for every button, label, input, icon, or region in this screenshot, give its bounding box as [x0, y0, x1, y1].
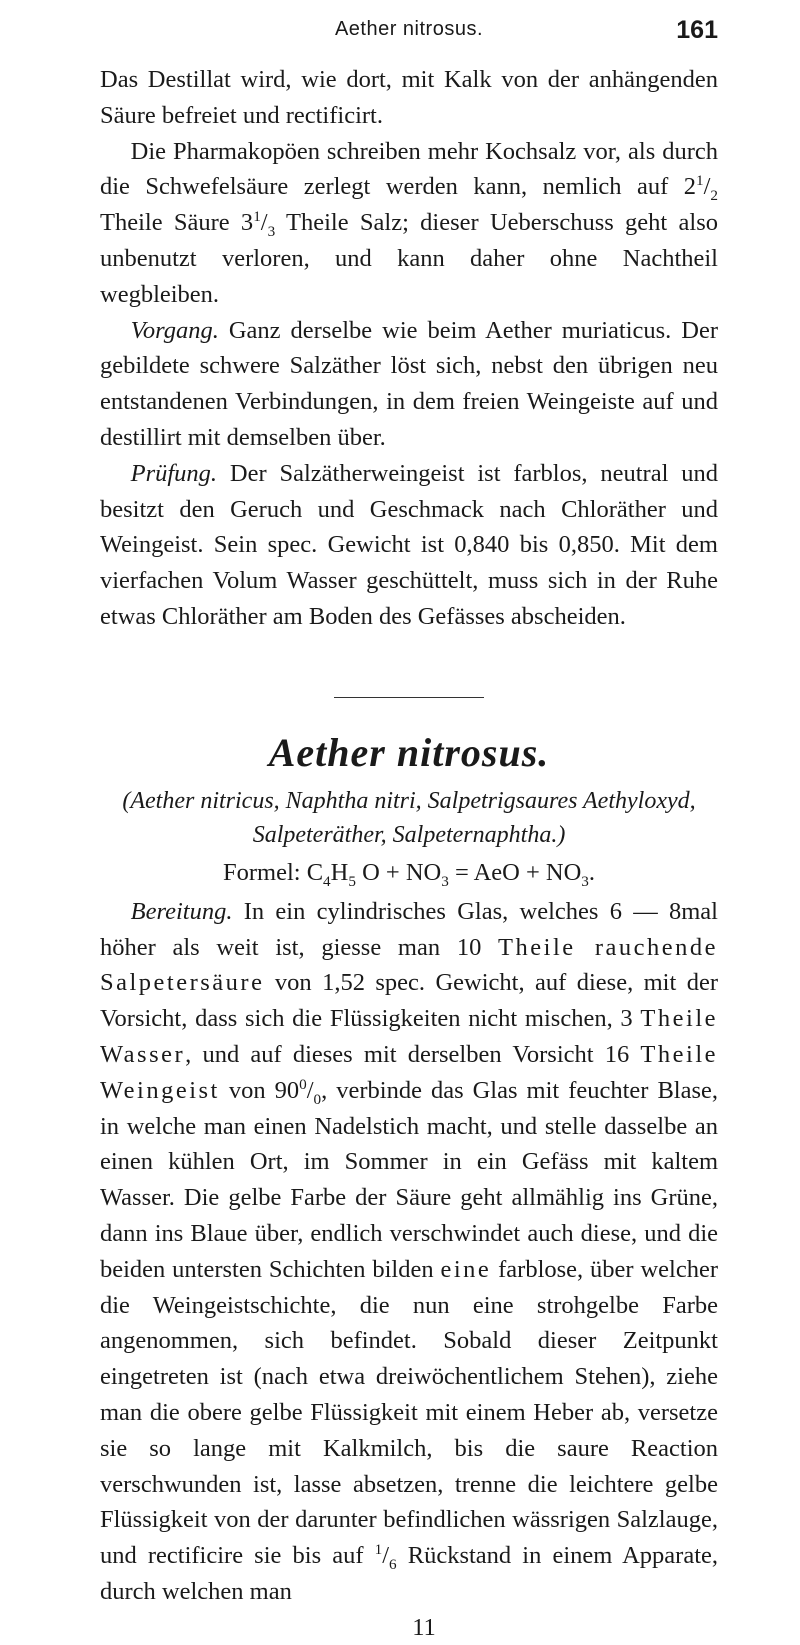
text-run: Theile Salz; dieser Ueberschuss geht also unbenutzt verloren, und kann daher ohne Nachtheil wegbleiben.: [100, 209, 718, 308]
fraction-denominator: 6: [389, 1555, 397, 1573]
section-synonyms: (Aether nitricus, Naphtha nitri, Salpetrigsaures Aethyloxyd, Salpeteräther, Salpeternaphtha.): [122, 787, 696, 848]
percent-sub: 0: [313, 1090, 322, 1108]
running-title: Aether nitrosus.: [334, 18, 484, 40]
paragraph-label: Bereitung.: [130, 897, 233, 925]
fraction-numerator: 1: [374, 1540, 383, 1558]
paragraph: [100, 313, 718, 456]
percent-sup: 0: [299, 1075, 307, 1093]
formula-operator: +: [385, 858, 400, 886]
chemical-formula: [100, 854, 718, 892]
page-number: 161: [676, 16, 718, 44]
paragraph: [100, 62, 718, 134]
paragraph-text: Ganz derselbe wie beim Aether muriaticus. Der gebildete schwere Salzäther löst sich, nebst den übrigen neu entstandenen Verbindungen, in dem freien Weingeiste auf und destillirt mit demselben über.: [100, 316, 718, 451]
fraction-numerator: 1: [696, 172, 704, 190]
text-run: Rückstand in einem Apparate, durch welchen man: [100, 1542, 718, 1605]
section-title: Aether nitrosus.: [268, 729, 550, 775]
formula-punctuation: .: [588, 858, 596, 886]
formula-symbol: C: [306, 858, 324, 886]
formula-operator: =: [454, 858, 469, 886]
text-run: von 90: [219, 1076, 300, 1104]
paragraph-text: Der Salzätherweingeist ist farblos, neutral und besitzt den Geruch und Geschmack nach Chloräther und Weingeist. Sein spec. Gewicht ist 0,840 bis 0,850. Mit dem vierfachen Volum Wasser geschüttelt, muss sich in der Ruhe etwas Chloräther am Boden des Gefässes abscheiden.: [100, 459, 718, 630]
section-divider: [334, 697, 484, 698]
fraction-denominator: 2: [710, 187, 718, 205]
paragraph: Bereitung. In ein cylindrisches Glas, welches 6 — 8mal höher als weit ist, giesse man 10 Theile rauchende Salpetersäure von 1,52 spec. Gewicht, auf diese, mit der Vorsicht, dass sich die Flüssigkeiten nicht mischen, 3 Theile Wasser, und auf dieses mit derselben Vorsicht 16 Theile Weingeist von $90^0/_0$, verbinde das Glas mit feuchter Blase, in welche man einen Nadelstich macht, und stelle dasselbe an einen kühlen Ort, im Sommer in ein Gefäss mit kaltem Wasser. Die gelbe Farbe der Säure geht allmählig ins Grüne, dann ins Blaue über, endlich verschwindet auch diese, und die beiden untersten Schichten bilden eine farblose, über welcher die Weingeistschichte, die nun eine strohgelbe Farbe angenommen, sich befindet. Sobald dieser Zeitpunkt eingetreten ist (nach etwa dreiwöchentlichem Stehen), ziehe man die obere gelbe Flüssigkeit mit einem Heber ab, versetze sie so lange mit Kalkmilch, bis die saure Reaction verschwunden ist, lasse absetzen, trenne die leichtere gelbe Flüssigkeit von der darunter befindlichen wässrigen Salzlauge, und rectificire sie bis auf $^1/_6$ Rückstand in einem Apparate, durch welchen man: [100, 897, 718, 1605]
formula-subscript: 3: [441, 872, 449, 890]
spaced-text: Theile Weingeist: [100, 1040, 718, 1104]
text-run: , und auf dieses mit derselben Vorsicht 16: [185, 1040, 641, 1068]
formula-symbol: H: [330, 858, 349, 886]
spaced-text: Theile rauchende Salpetersäure: [100, 933, 718, 997]
text-run: In ein cylindrisches Glas, welches 6 — 8mal höher als weit ist, giesse man 10: [100, 897, 718, 961]
signature-mark: 11: [412, 1613, 436, 1641]
fraction-denominator: 3: [267, 223, 276, 241]
formula-symbol: NO: [405, 858, 442, 886]
text-run: von 1,52 spec. Gewicht, auf diese, mit der Vorsicht, dass sich die Flüssigkeiten nicht mischen, 3: [100, 969, 718, 1033]
formula-operator: +: [525, 858, 540, 886]
text-run: Die Pharmakopöen schreiben mehr Kochsalz vor, als durch die Schwefelsäure zerlegt werden kann, nemlich auf 2: [100, 137, 718, 201]
paragraph-label: Prüfung.: [130, 459, 218, 487]
formula-subscript: 4: [323, 872, 331, 890]
spaced-text: eine: [440, 1255, 492, 1283]
page-header: [100, 18, 718, 48]
formula-subscript: 3: [581, 872, 589, 890]
formula-symbol: NO: [545, 858, 582, 886]
fraction-numerator: 1: [253, 208, 261, 226]
body-text: [100, 62, 718, 1645]
text-run: farblose, über welcher die Weingeistschichte, die nun eine strohgelbe Farbe angenommen, sich befindet. Sobald dieser Zeitpunkt eingetreten ist (nach etwa dreiwöchentlichem Stehen), ziehe man die obere gelbe Flüssigkeit mit einem Heber ab, versetze sie so lange mit Kalkmilch, bis die saure Reaction verschwunden ist, lasse absetzen, trenne die leichtere gelbe Flüssigkeit von der darunter befindlichen wässrigen Salzlauge, und rectificire sie bis auf: [100, 1255, 718, 1570]
paragraph-text: Das Destillat wird, wie dort, mit Kalk von der anhängenden Säure befreiet und rectificirt.: [100, 66, 718, 129]
formula-label: Formel:: [222, 858, 307, 886]
paragraph-label: Vorgang.: [130, 316, 219, 344]
formula-symbol: O: [362, 858, 380, 886]
paragraph: Die Pharmakopöen schreiben mehr Kochsalz vor, als durch die Schwefelsäure zerlegt werden kann, nemlich auf $2^1/_2$ Theile Säure $3^1/_3$ Theile Salz; dieser Ueberschuss geht also unbenutzt verloren, und kann daher ohne Nachtheil wegbleiben.: [100, 137, 718, 308]
formula-subscript: 5: [348, 872, 356, 890]
paragraph: [100, 456, 718, 635]
text-run: , verbinde das Glas mit feuchter Blase, in welche man einen Nadelstich macht, und stelle dasselbe an einen kühlen Ort, im Sommer in ein Gefäss mit kaltem Wasser. Die gelbe Farbe der Säure geht allmählig ins Grüne, dann ins Blaue über, endlich verschwindet auch diese, und die beiden untersten Schichten bilden: [100, 1076, 718, 1283]
spaced-text: Theile Wasser: [100, 1005, 718, 1068]
formula-symbol: AeO: [473, 858, 520, 886]
text-run: Theile Säure 3: [100, 209, 254, 237]
